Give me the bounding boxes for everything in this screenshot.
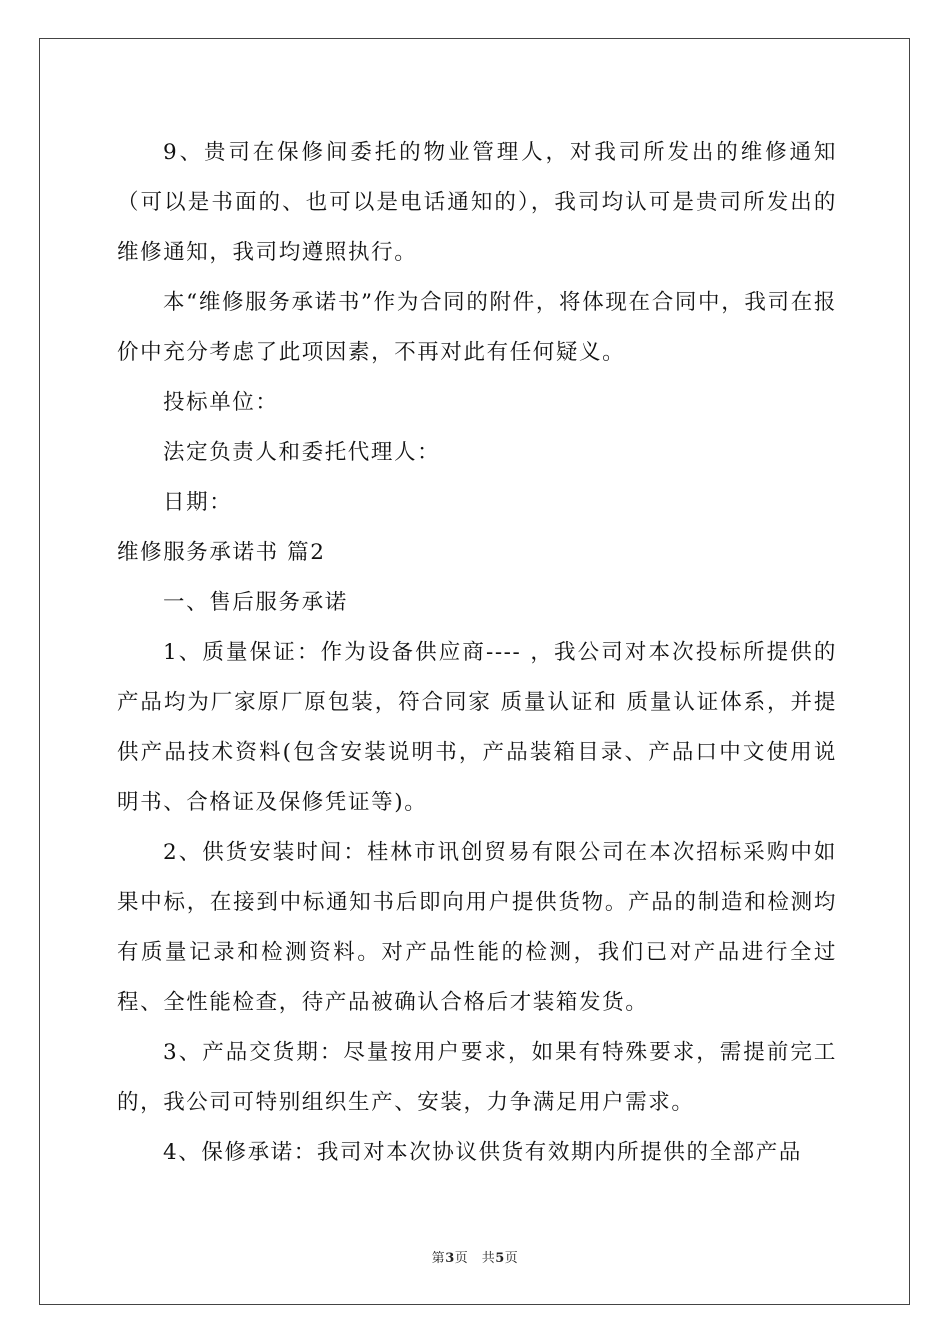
field-date: 日期： <box>163 490 233 515</box>
paragraph-warranty: 4、保修承诺：我司对本次协议供货有效期内所提供的全部产品 <box>163 1140 802 1165</box>
subsection-title: 一、售后服务承诺 <box>163 590 348 615</box>
footer-prefix: 第 <box>431 1251 446 1266</box>
page-footer <box>0 1247 950 1266</box>
paragraph-repair-notice: 9、贵司在保修间委托的物业管理人，对我司所发出的维修通知（可以是书面的、也可以是电话通知的），我司均认可是贵司所发出的维修通知，我司均遵照执行。 <box>117 140 837 265</box>
section-title: 维修服务承诺书 篇2 <box>117 540 326 565</box>
paragraph-quality-guarantee: 1、质量保证：作为设备供应商---- ，我公司对本次投标所提供的产品均为厂家原厂原包装，符合同家 质量认证和 质量认证体系，并提供产品技术资料(包含安装说明书，产品装箱目录、产品口中文使用说明书、合格证及保修凭证等)。 <box>117 640 837 815</box>
document-body <box>117 128 837 1178</box>
footer-middle: 页 共 <box>454 1251 496 1266</box>
paragraph-delivery-period: 3、产品交货期：尽量按用户要求，如果有特殊要求，需提前完工的，我公司可特别组织生产、安装，力争满足用户需求。 <box>117 1040 837 1115</box>
footer-page-number: 3 <box>445 1251 455 1266</box>
field-legal-representative: 法定负责人和委托代理人： <box>163 440 441 465</box>
field-bidder: 投标单位： <box>163 390 279 415</box>
footer-total-pages: 5 <box>495 1251 505 1266</box>
footer-suffix: 页 <box>504 1251 519 1266</box>
paragraph-contract-attachment: 本“维修服务承诺书”作为合同的附件，将体现在合同中，我司在报价中充分考虑了此项因素，不再对此有任何疑义。 <box>117 290 837 365</box>
paragraph-delivery-installation: 2、供货安装时间：桂林市讯创贸易有限公司在本次招标采购中如果中标，在接到中标通知书后即向用户提供货物。产品的制造和检测均有质量记录和检测资料。对产品性能的检测，我们已对产品进行全过程、全性能检查，待产品被确认合格后才装箱发货。 <box>117 840 837 1015</box>
